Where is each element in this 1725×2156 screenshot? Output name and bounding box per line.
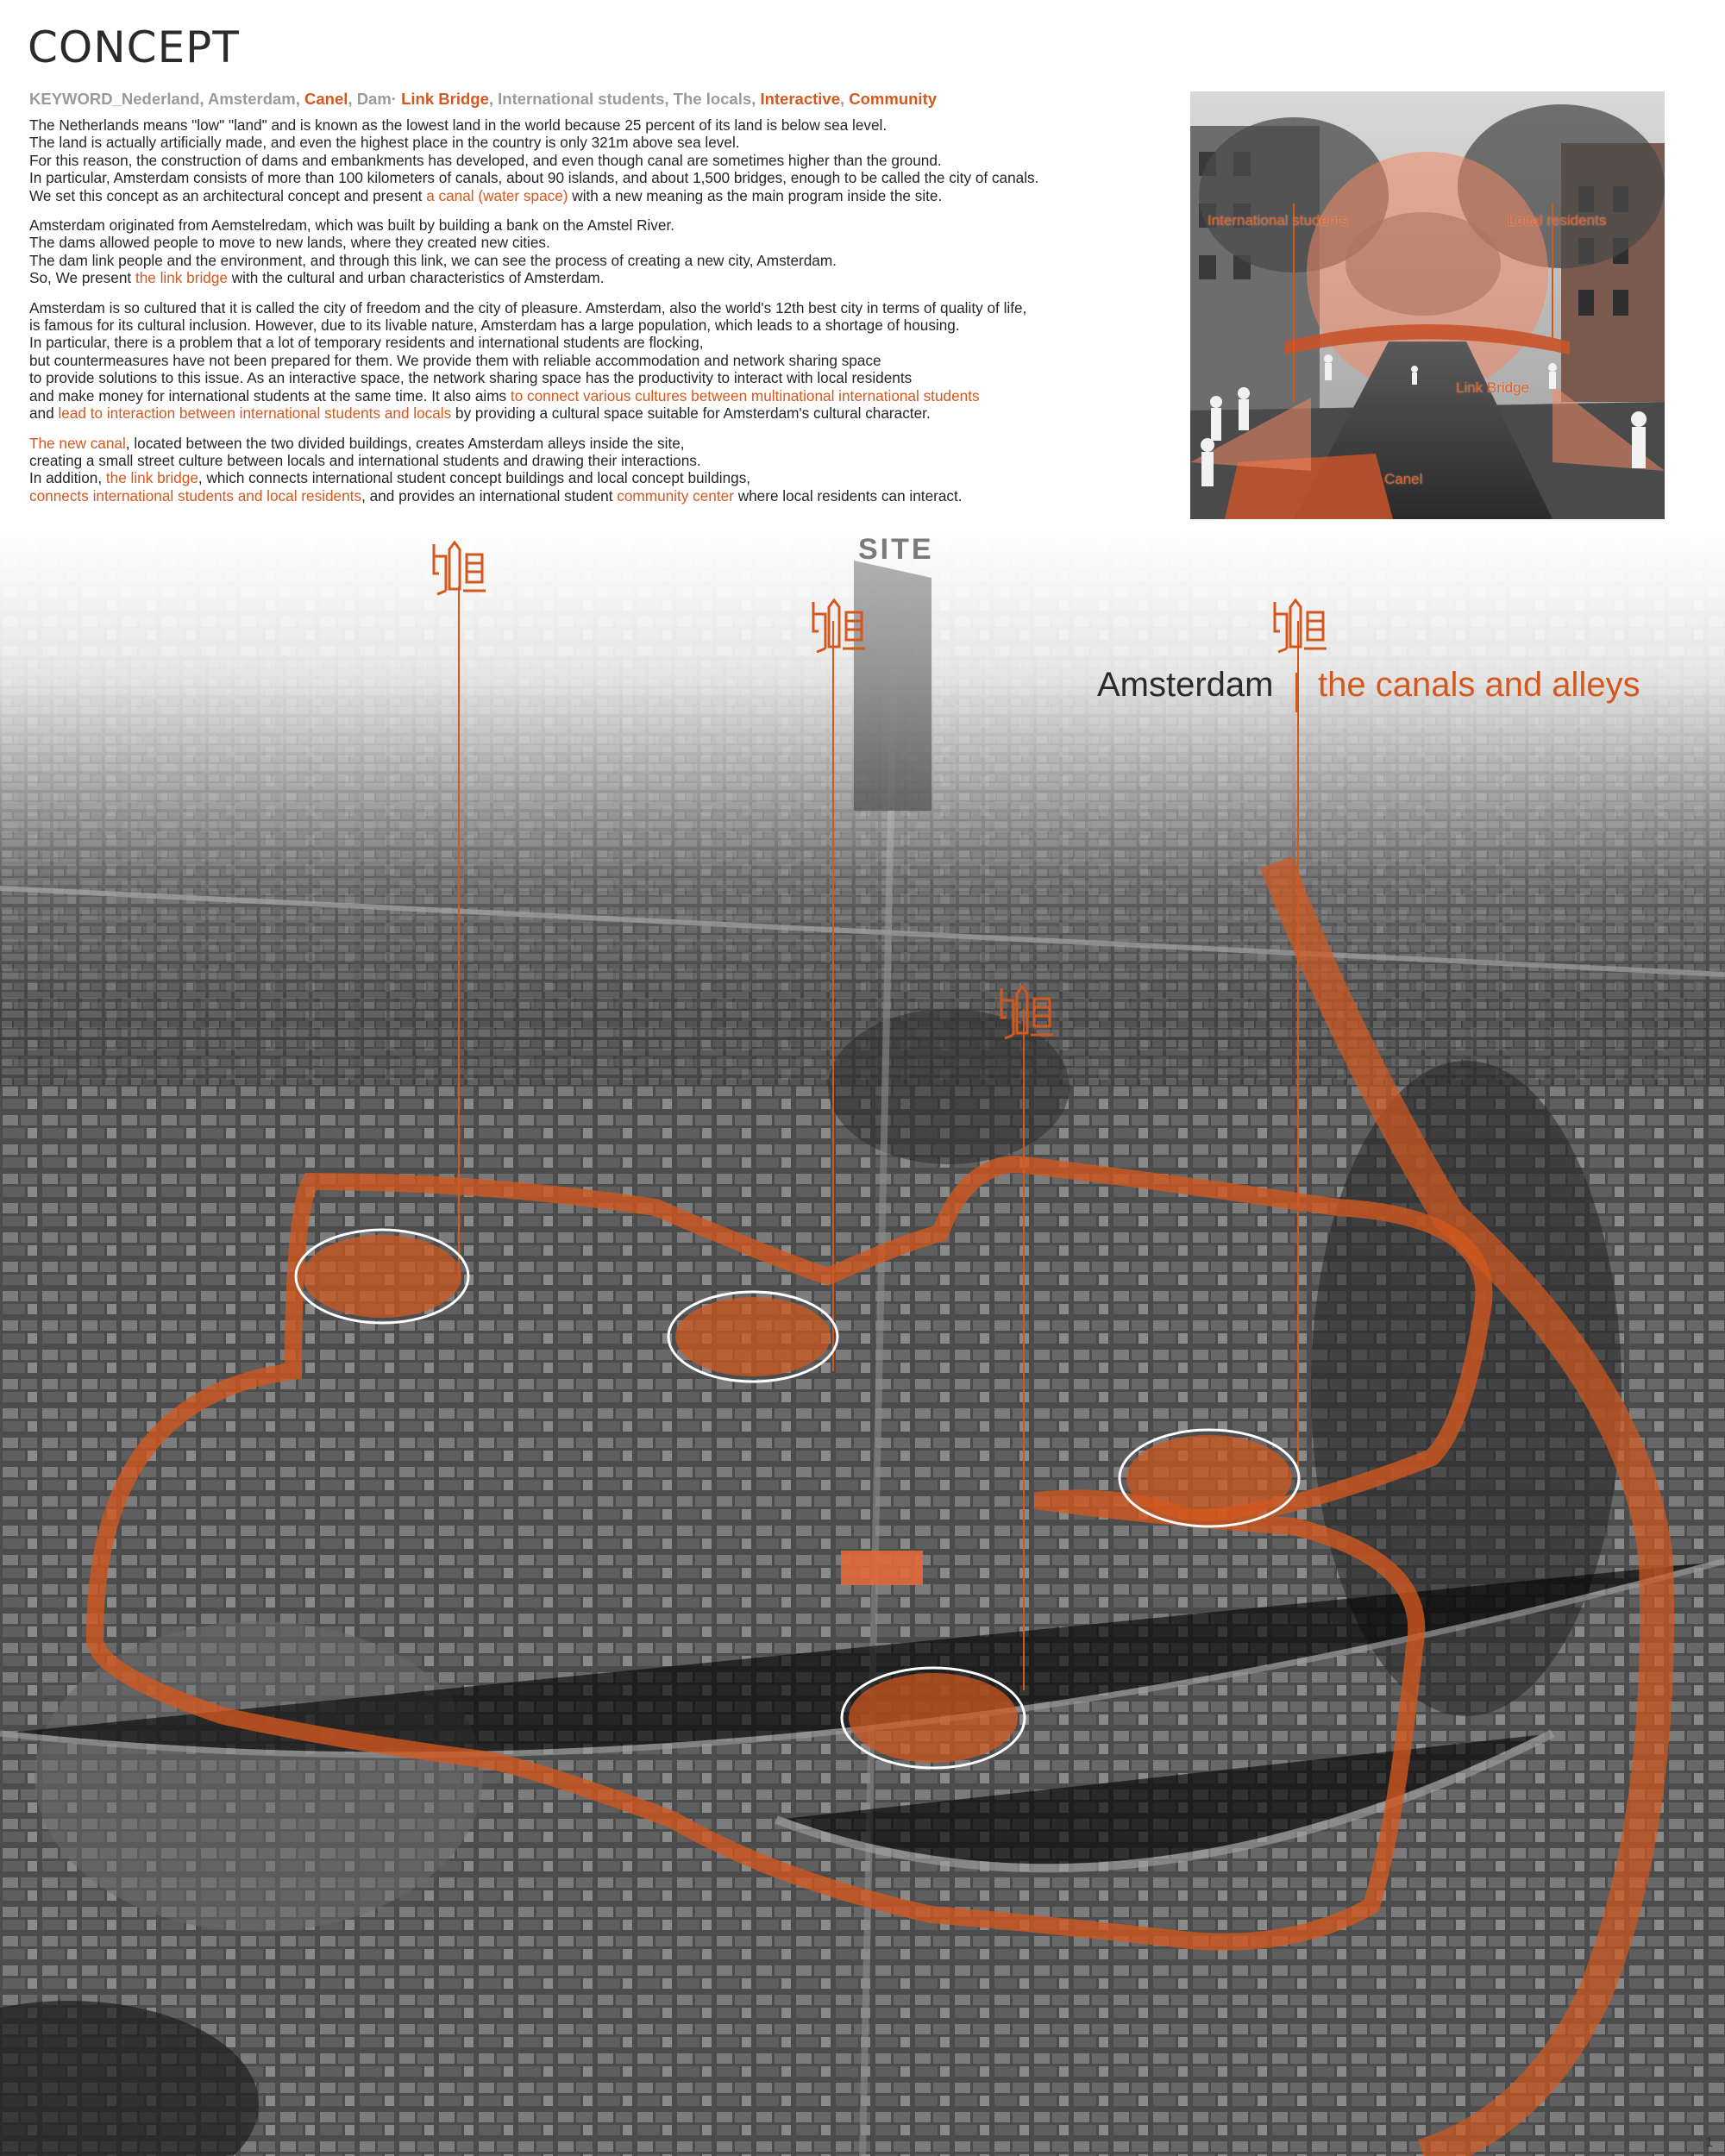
- text-line: The land is actually artificially made, and even the highest place in the country is only 321m above sea level.: [29, 134, 740, 152]
- highlight-link-bridge: the link bridge: [135, 269, 228, 287]
- text-line: For this reason, the construction of dams and embankments has developed, and even though canal are sometimes higher than the ground.: [29, 151, 942, 169]
- text-line: The dams allowed people to move to new lands, where they created new cities.: [29, 234, 550, 252]
- keyword-canel: Canel: [304, 90, 348, 108]
- highlight-interaction: lead to interaction between international students and locals: [58, 404, 452, 423]
- canal-house-icon: [996, 983, 1057, 1044]
- keyword-separator: ,: [839, 90, 850, 108]
- text-line: to provide solutions to this issue. As an interactive space, the network sharing space has the productivity to interact with local residents: [29, 369, 913, 387]
- label-international-students: International students: [1208, 212, 1348, 229]
- highlight-community-center: community center: [617, 486, 734, 505]
- canal-house-icon: [1270, 597, 1330, 657]
- text-line: [29, 487, 1185, 505]
- text-line: but countermeasures have not been prepared for them. We provide them with reliable accommodation and network sharing space: [29, 351, 881, 369]
- keyword-community: Community: [849, 90, 938, 108]
- highlight-new-canal: The new canal: [29, 434, 126, 452]
- text-line: [29, 269, 1185, 286]
- text-line: In particular, Amsterdam consists of more than 100 kilometers of canals, about 90 islands, and about 1,500 bridges, enough to be called the city of canals.: [29, 169, 1039, 187]
- keyword-separator: , Dam·: [348, 90, 402, 108]
- text-line: The Netherlands means "low" "land" and is known as the lowest land in the world because 25 percent of its land is below sea level.: [29, 116, 888, 134]
- canal-street-photo: [1190, 91, 1665, 519]
- text-line: The dam link people and the environment, and through this link, we can see the process of creating a new city, Amsterdam.: [29, 251, 837, 269]
- text-line: [29, 404, 1185, 422]
- keyword-line: [29, 90, 937, 109]
- text-line: In particular, there is a problem that a lot of temporary residents and international students are flocking,: [29, 334, 704, 352]
- title-divider: [1295, 673, 1298, 712]
- text-segment: and: [29, 404, 59, 423]
- canal-house-icon: [808, 597, 869, 657]
- keyword-prefix: KEYWORD_Nederland, Amsterdam,: [29, 90, 305, 108]
- text-line: [29, 435, 1185, 452]
- page-number: 1: [1705, 2135, 1713, 2150]
- concept-body: [29, 116, 1185, 517]
- highlight-link-bridge: the link bridge: [105, 469, 198, 487]
- text-segment: with a new meaning as the main program inside the site.: [568, 186, 943, 204]
- highlight-connects-students: connects international students and local residents: [29, 486, 362, 505]
- page-title: CONCEPT: [28, 22, 240, 72]
- text-segment: with the cultural and urban characteristics of Amsterdam.: [227, 269, 605, 287]
- label-local-residents: Local residents: [1508, 212, 1607, 229]
- paragraph-new-canal: [29, 435, 1185, 505]
- keyword-interactive: Interactive: [760, 90, 840, 108]
- aerial-map-illustration: [0, 526, 1725, 2156]
- paragraph-netherlands: [29, 116, 1185, 204]
- keyword-link-bridge: Link Bridge: [401, 90, 489, 108]
- canal-photo-illustration: [1190, 91, 1665, 519]
- text-line: Amsterdam originated from Aemstelredam, which was built by building a bank on the Amstel River.: [29, 216, 675, 235]
- text-line: [29, 387, 1185, 404]
- label-canel: Canel: [1384, 471, 1423, 487]
- text-line: creating a small street culture between locals and international students and drawing their interactions.: [29, 451, 701, 469]
- text-segment: by providing a cultural space suitable for Amsterdam's cultural character.: [451, 404, 931, 423]
- site-label: SITE: [858, 533, 934, 566]
- text-line: is famous for its cultural inclusion. However, due to its livable nature, Amsterdam has a large population, which leads to a shortage of housing.: [29, 317, 960, 335]
- text-segment: and make money for international students at the same time. It also aims: [29, 386, 511, 404]
- map-city-name: Amsterdam: [1097, 666, 1274, 704]
- map-subtitle: the canals and alleys: [1318, 666, 1640, 704]
- text-segment: We set this concept as an architectural concept and present: [29, 186, 427, 204]
- text-segment: , and provides an international student: [361, 486, 618, 505]
- text-segment: , located between the two divided buildings, creates Amsterdam alleys inside the site,: [125, 434, 685, 452]
- text-segment: So, We present: [29, 269, 135, 287]
- text-segment: where local residents can interact.: [733, 486, 963, 505]
- highlight-connect-cultures: to connect various cultures between multinational international students: [510, 386, 980, 404]
- paragraph-amstel: [29, 216, 1185, 287]
- keyword-separator: , International students, The locals,: [488, 90, 761, 108]
- text-segment: In addition,: [29, 469, 106, 487]
- text-line: [29, 187, 1185, 204]
- label-link-bridge: Link Bridge: [1456, 379, 1530, 396]
- text-line: Amsterdam is so cultured that it is called the city of freedom and the city of pleasure. Amsterdam, also the world's 12th best city in terms of quality of life,: [29, 298, 1027, 317]
- text-line: [29, 469, 1185, 486]
- text-segment: , which connects international student concept buildings and local concept buildings,: [198, 469, 751, 487]
- highlight-canal-water-space: a canal (water space): [426, 186, 568, 204]
- canal-house-icon: [429, 539, 489, 599]
- paragraph-culture: [29, 299, 1185, 423]
- aerial-map: [0, 526, 1725, 2156]
